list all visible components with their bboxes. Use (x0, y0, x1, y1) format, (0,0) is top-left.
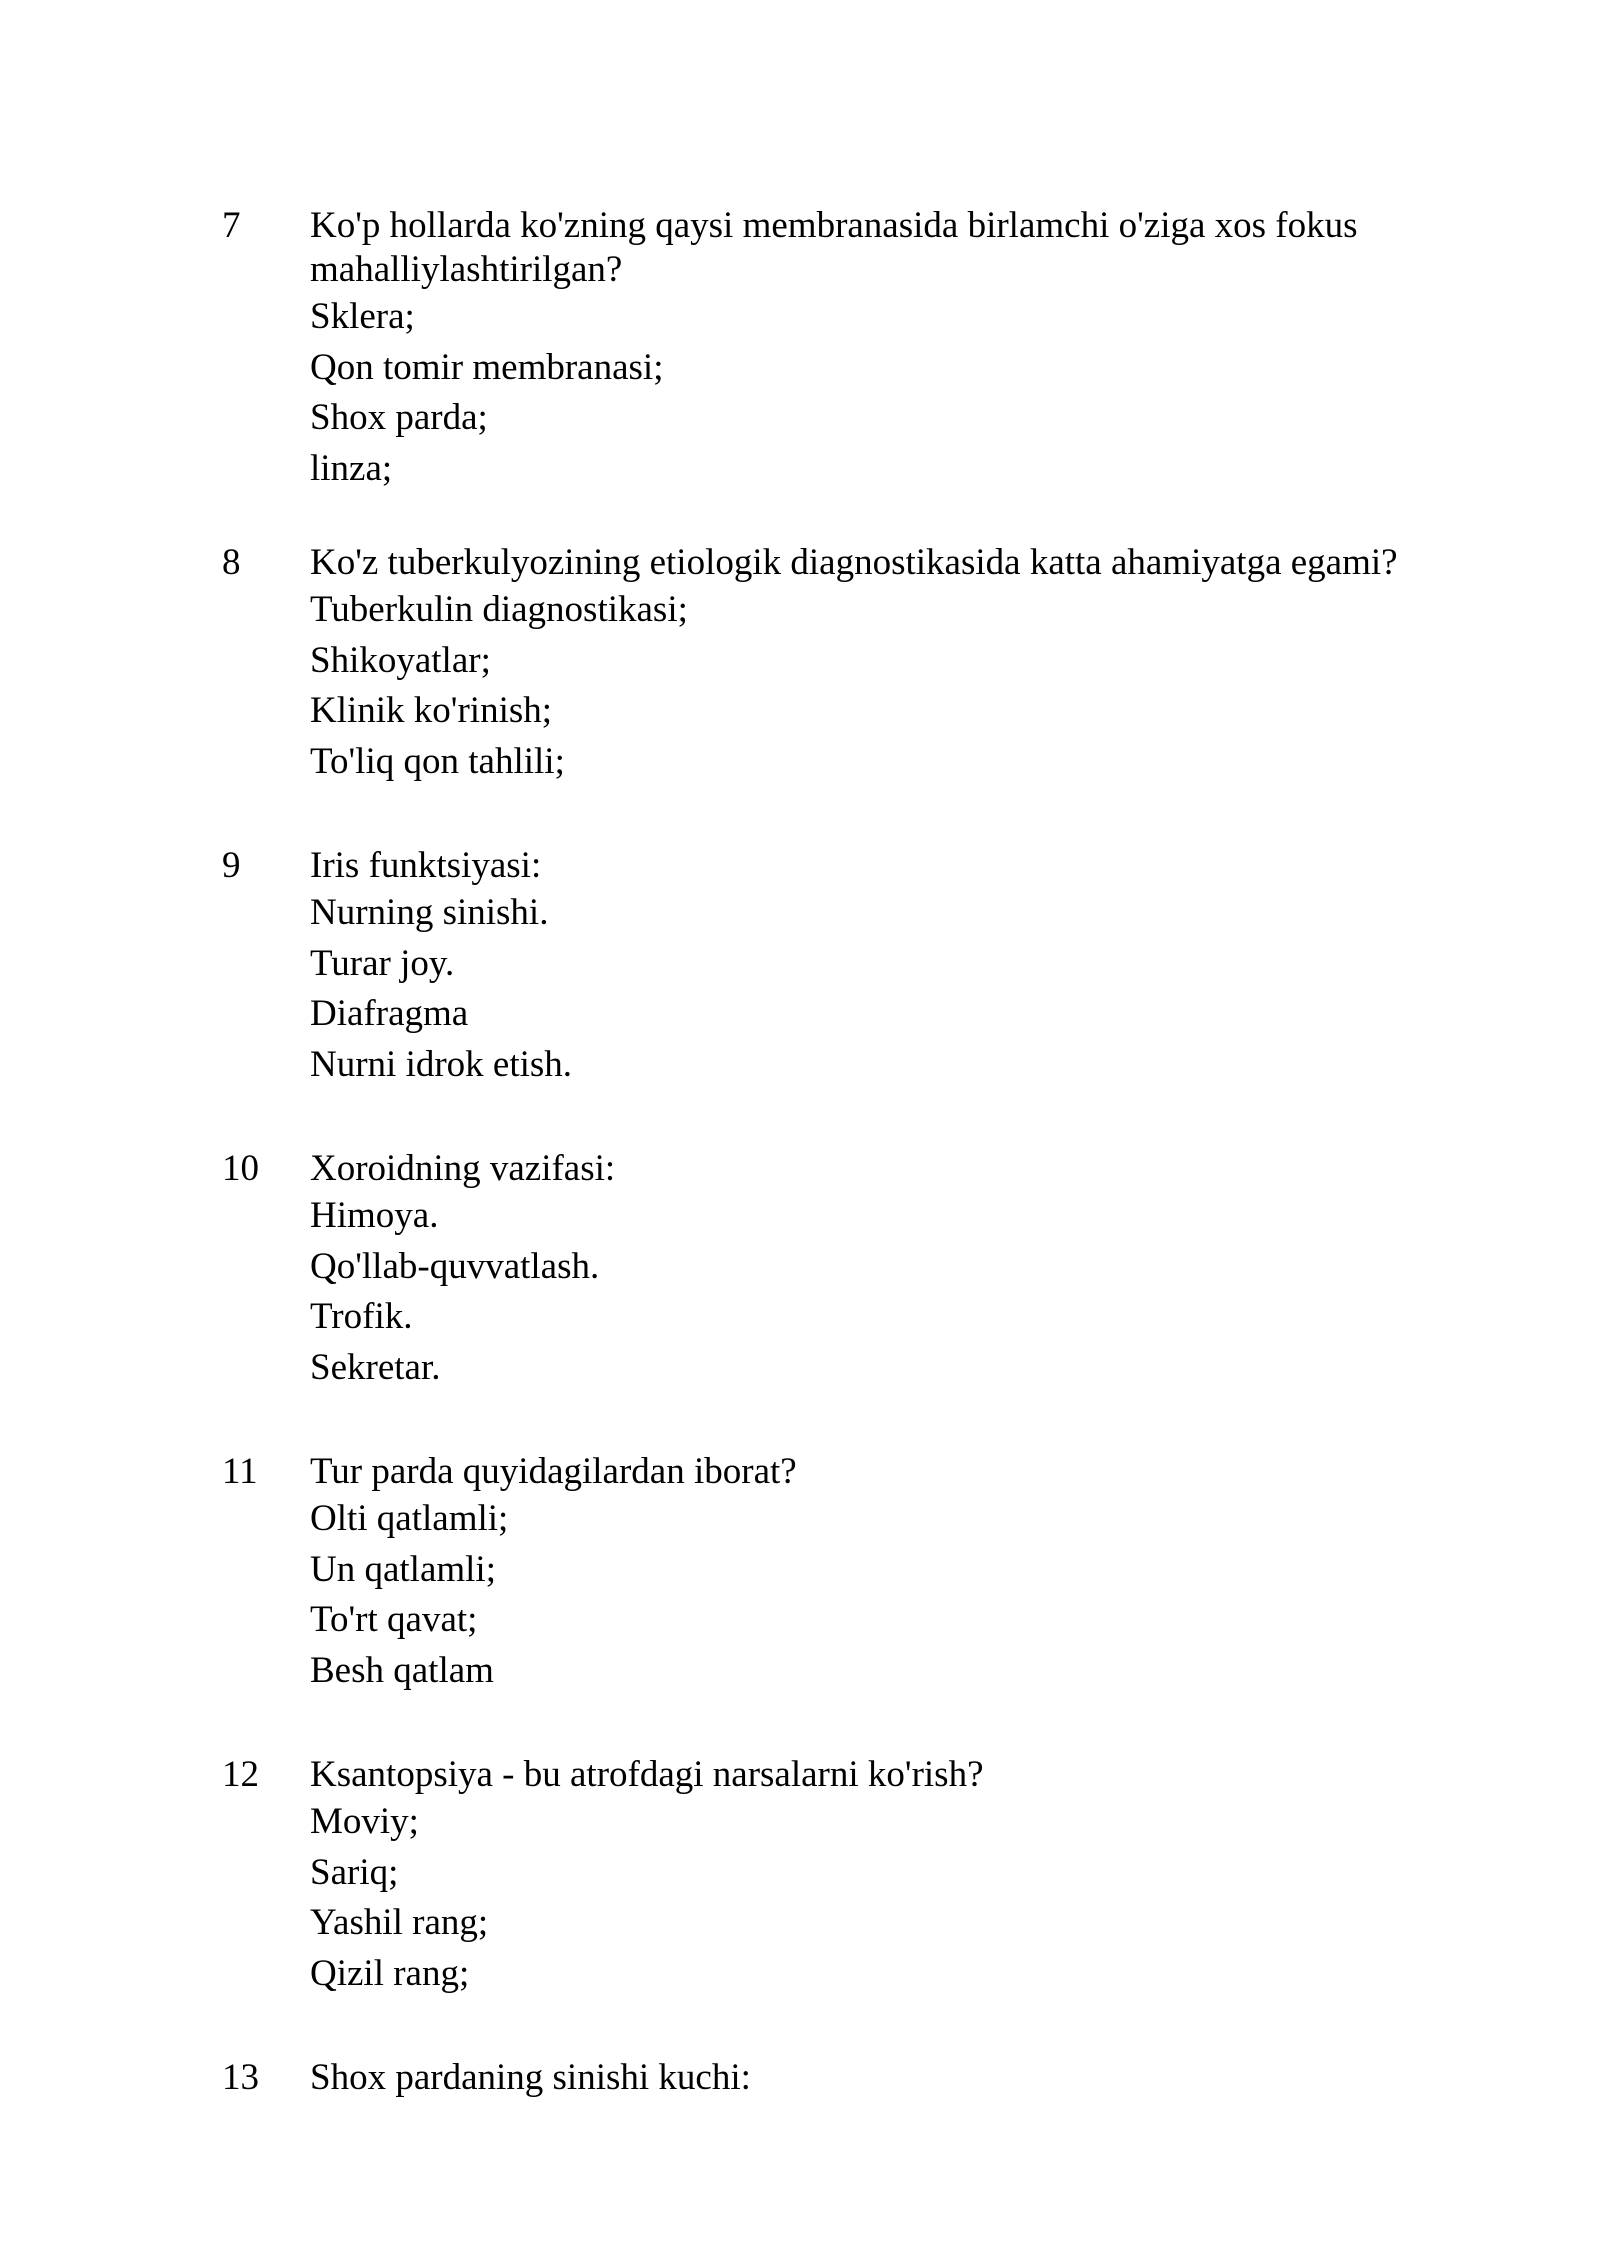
question-body (310, 1450, 1480, 1696)
question-body (310, 2056, 1480, 2100)
answer-options (310, 1494, 1480, 1696)
question-text: Ko'z tuberkulyozining etiologik diagnostikasida katta ahamiyatga egami? (310, 542, 1398, 583)
answer-option: Olti qatlamli; (310, 1498, 509, 1539)
answer-option: Turar joy. (310, 942, 455, 984)
answer-options (310, 292, 1480, 494)
question-number: 10 (222, 1148, 259, 1189)
answer-option: linza; (310, 447, 393, 489)
question-body (310, 844, 1480, 1090)
answer-options (310, 1191, 1480, 1393)
question-number: 11 (222, 1451, 258, 1492)
question-text: Xoroidning vazifasi: (310, 1148, 616, 1189)
answer-option: Shox parda; (310, 397, 488, 438)
answer-option: Trofik. (310, 1296, 413, 1337)
question-body (310, 541, 1480, 787)
answer-option: Moviy; (310, 1801, 419, 1842)
answer-option: Sklera; (310, 296, 415, 337)
answer-option: Klinik ko'rinish; (310, 690, 553, 731)
answer-option: Himoya. (310, 1195, 439, 1236)
question-text: Tur parda quyidagilardan iborat? (310, 1451, 797, 1492)
answer-option: Sekretar. (310, 1346, 441, 1388)
question-number: 12 (222, 1754, 259, 1795)
question-text: Iris funktsiyasi: (310, 845, 542, 886)
answer-options (310, 1797, 1480, 1999)
question-body (310, 1753, 1480, 1999)
answer-option: Diafragma (310, 993, 469, 1034)
answer-option: Besh qatlam (310, 1649, 494, 1691)
answer-option: Yashil rang; (310, 1902, 489, 1943)
question-text: Ko'p hollarda ko'zning qaysi membranasida birlamchi o'ziga xos fokus mahalliylashtirilgan? (310, 205, 1358, 290)
answer-option: Tuberkulin diagnostikasi; (310, 589, 688, 630)
question-text: Ksantopsiya - bu atrofdagi narsalarni ko'rish? (310, 1754, 984, 1795)
answer-option: Shikoyatlar; (310, 639, 491, 681)
answer-option: To'rt qavat; (310, 1599, 478, 1640)
answer-option: Sariq; (310, 1851, 399, 1893)
answer-option: Nurning sinishi. (310, 892, 549, 933)
question-body (310, 204, 1480, 494)
answer-option: Nurni idrok etish. (310, 1043, 573, 1085)
question-body (310, 1147, 1480, 1393)
answer-option: Qizil rang; (310, 1952, 470, 1994)
question-number: 8 (222, 542, 241, 583)
question-number: 9 (222, 845, 241, 886)
answer-options (310, 585, 1480, 787)
question-number: 13 (222, 2057, 259, 2098)
answer-option: To'liq qon tahlili; (310, 740, 565, 782)
answer-option: Qo'llab-quvvatlash. (310, 1245, 600, 1287)
answer-option: Qon tomir membranasi; (310, 346, 664, 388)
answer-option: Un qatlamli; (310, 1548, 496, 1590)
question-text: Shox pardaning sinishi kuchi: (310, 2057, 751, 2098)
question-number: 7 (222, 205, 241, 246)
answer-options (310, 888, 1480, 1090)
